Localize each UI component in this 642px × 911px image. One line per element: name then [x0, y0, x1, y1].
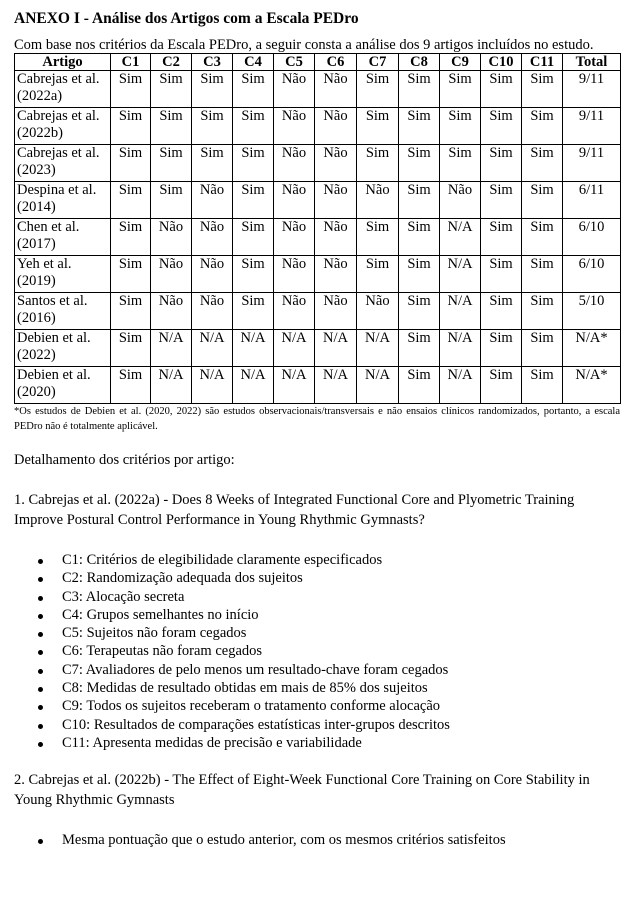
criterion-cell: Não — [274, 256, 315, 293]
criterion-cell: Não — [315, 293, 357, 330]
column-header: C6 — [315, 54, 357, 71]
criterion-cell: Não — [274, 145, 315, 182]
criterion-cell: Sim — [111, 367, 151, 404]
column-header: C7 — [357, 54, 399, 71]
article-2-criteria-list — [14, 831, 624, 849]
criterion-cell: Sim — [399, 71, 440, 108]
criterion-cell: N/A — [315, 330, 357, 367]
criterion-cell: Não — [151, 219, 192, 256]
criterion-cell: Sim — [399, 219, 440, 256]
criterion-cell: Sim — [522, 145, 563, 182]
list-item — [14, 551, 624, 569]
list-item-text: Mesma pontuação que o estudo anterior, com os mesmos critérios satisfeitos — [62, 832, 506, 849]
criterion-cell: Não — [440, 182, 481, 219]
criterion-cell: Sim — [151, 108, 192, 145]
criterion-cell: Sim — [233, 256, 274, 293]
criterion-cell: Sim — [151, 71, 192, 108]
bullet-icon — [38, 577, 43, 582]
article-1-heading: 1. Cabrejas et al. (2022a) - Does 8 Weeks of Integrated Functional Core and Plyometric Training Improve Postural Control Performance in Young Rhythmic Gymnasts? — [14, 492, 575, 528]
criterion-cell: Sim — [399, 330, 440, 367]
criterion-cell: Sim — [357, 256, 399, 293]
table-row — [15, 145, 621, 182]
bullet-icon — [38, 650, 43, 655]
criterion-cell: N/A — [357, 367, 399, 404]
criterion-cell: N/A — [233, 367, 274, 404]
criterion-cell: Sim — [481, 330, 522, 367]
criterion-cell: Sim — [522, 219, 563, 256]
column-header: C3 — [192, 54, 233, 71]
criterion-cell: Sim — [522, 330, 563, 367]
column-header: C1 — [111, 54, 151, 71]
table-footnote: *Os estudos de Debien et al. (2020, 2022) são estudos observacionais/transversais e não ensaios clínicos randomizados, portanto, a escala PEDro não é totalmente aplicável. — [14, 406, 620, 432]
criterion-cell: Não — [192, 182, 233, 219]
criterion-cell: Sim — [440, 145, 481, 182]
criterion-cell: Sim — [399, 293, 440, 330]
criterion-cell: Sim — [481, 293, 522, 330]
criterion-cell: Sim — [481, 256, 522, 293]
list-item-text: C11: Apresenta medidas de precisão e variabilidade — [62, 734, 362, 751]
criterion-cell: Não — [357, 182, 399, 219]
article-cell: Santos et al. (2016) — [15, 293, 111, 330]
criterion-cell: N/A — [274, 330, 315, 367]
criterion-cell: Sim — [233, 293, 274, 330]
column-header: C10 — [481, 54, 522, 71]
list-item — [14, 606, 624, 624]
column-header: C5 — [274, 54, 315, 71]
list-item — [14, 831, 624, 849]
criterion-cell: Sim — [522, 182, 563, 219]
criterion-cell: Não — [315, 219, 357, 256]
pedro-table — [14, 53, 621, 404]
bullet-icon — [38, 724, 43, 729]
total-cell: 6/11 — [563, 182, 621, 219]
criterion-cell: Sim — [440, 108, 481, 145]
criterion-cell: Sim — [233, 108, 274, 145]
criterion-cell: Sim — [233, 145, 274, 182]
criterion-cell: N/A — [274, 367, 315, 404]
list-item-text: C8: Medidas de resultado obtidas em mais de 85% dos sujeitos — [62, 680, 428, 697]
list-item — [14, 588, 624, 606]
column-header: Artigo — [15, 54, 111, 71]
list-item-text: C10: Resultados de comparações estatísticas inter-grupos descritos — [62, 716, 450, 733]
table-row — [15, 330, 621, 367]
table-header-row — [15, 54, 621, 71]
criterion-cell: Sim — [192, 145, 233, 182]
criterion-cell: N/A — [440, 256, 481, 293]
criterion-cell: Sim — [233, 219, 274, 256]
article-cell: Debien et al. (2022) — [15, 330, 111, 367]
total-cell: N/A* — [563, 330, 621, 367]
column-header: C11 — [522, 54, 563, 71]
criterion-cell: Sim — [357, 145, 399, 182]
criterion-cell: N/A — [192, 330, 233, 367]
article-cell: Yeh et al. (2019) — [15, 256, 111, 293]
criterion-cell: Sim — [440, 71, 481, 108]
criterion-cell: Não — [274, 293, 315, 330]
criterion-cell: N/A — [151, 367, 192, 404]
criterion-cell: Sim — [357, 219, 399, 256]
bullet-icon — [38, 559, 43, 564]
list-item-text: C4: Grupos semelhantes no início — [62, 606, 259, 623]
list-item-text: C2: Randomização adequada dos sujeitos — [62, 570, 303, 587]
article-cell: Despina et al. (2014) — [15, 182, 111, 219]
article-2-heading: 2. Cabrejas et al. (2022b) - The Effect of Eight-Week Functional Core Training on Core Stability in Young Rhythmic Gymnasts — [14, 772, 590, 809]
criterion-cell: Sim — [399, 108, 440, 145]
criterion-cell: N/A — [192, 367, 233, 404]
total-cell: 9/11 — [563, 145, 621, 182]
criterion-cell: Não — [192, 256, 233, 293]
list-item — [14, 624, 624, 642]
article-cell: Cabrejas et al. (2023) — [15, 145, 111, 182]
criterion-cell: Sim — [522, 367, 563, 404]
list-item — [14, 697, 624, 715]
criterion-cell: Sim — [233, 71, 274, 108]
criterion-cell: Sim — [522, 293, 563, 330]
table-row — [15, 256, 621, 293]
article-cell: Cabrejas et al. (2022a) — [15, 71, 111, 108]
criterion-cell: Sim — [357, 108, 399, 145]
article-cell: Cabrejas et al. (2022b) — [15, 108, 111, 145]
criterion-cell: N/A — [315, 367, 357, 404]
bullet-icon — [38, 687, 43, 692]
criterion-cell: Sim — [481, 108, 522, 145]
criterion-cell: Sim — [111, 71, 151, 108]
table-row — [15, 367, 621, 404]
table-row — [15, 71, 621, 108]
criterion-cell: Não — [315, 108, 357, 145]
list-item-text: C9: Todos os sujeitos receberam o tratamento conforme alocação — [62, 698, 441, 715]
criterion-cell: Sim — [111, 108, 151, 145]
criterion-cell: Sim — [111, 182, 151, 219]
bullet-icon — [38, 614, 43, 619]
detail-heading: Detalhamento dos critérios por artigo: — [14, 452, 235, 468]
criterion-cell: Sim — [399, 367, 440, 404]
total-cell: 6/10 — [563, 219, 621, 256]
document-title: ANEXO I - Análise dos Artigos com a Escala PEDro — [14, 10, 359, 27]
document-page — [14, 9, 624, 850]
criterion-cell: N/A — [151, 330, 192, 367]
criterion-cell: Sim — [481, 71, 522, 108]
criterion-cell: Sim — [111, 145, 151, 182]
criterion-cell: Sim — [111, 293, 151, 330]
criterion-cell: N/A — [233, 330, 274, 367]
criterion-cell: Sim — [481, 145, 522, 182]
article-cell: Chen et al. (2017) — [15, 219, 111, 256]
criterion-cell: N/A — [440, 219, 481, 256]
criterion-cell: N/A — [440, 330, 481, 367]
criterion-cell: Sim — [481, 219, 522, 256]
list-item-text: C6: Terapeutas não foram cegados — [62, 643, 263, 660]
criterion-cell: N/A — [440, 367, 481, 404]
criterion-cell: Sim — [399, 256, 440, 293]
list-item — [14, 661, 624, 679]
list-item-text: C3: Alocação secreta — [62, 588, 185, 605]
criterion-cell: Não — [357, 293, 399, 330]
criterion-cell: Sim — [481, 182, 522, 219]
criterion-cell: Não — [274, 219, 315, 256]
criterion-cell: Não — [151, 256, 192, 293]
column-header: C9 — [440, 54, 481, 71]
total-cell: N/A* — [563, 367, 621, 404]
criterion-cell: Sim — [192, 108, 233, 145]
criterion-cell: Não — [315, 256, 357, 293]
list-item — [14, 642, 624, 660]
list-item — [14, 569, 624, 587]
list-item — [14, 734, 624, 752]
list-item-text: C1: Critérios de elegibilidade claramente especificados — [62, 552, 383, 568]
criterion-cell: Não — [274, 108, 315, 145]
article-cell: Debien et al. (2020) — [15, 367, 111, 404]
criterion-cell: Sim — [233, 182, 274, 219]
criterion-cell: Sim — [111, 256, 151, 293]
table-row — [15, 293, 621, 330]
list-item — [14, 679, 624, 697]
total-cell: 9/11 — [563, 108, 621, 145]
criterion-cell: Sim — [151, 182, 192, 219]
bullet-icon — [38, 596, 43, 601]
column-header: C8 — [399, 54, 440, 71]
list-item — [14, 716, 624, 734]
column-header: C4 — [233, 54, 274, 71]
criterion-cell: Sim — [481, 367, 522, 404]
list-item-text: C7: Avaliadores de pelo menos um resultado-chave foram cegados — [62, 661, 449, 678]
table-row — [15, 108, 621, 145]
criterion-cell: Não — [151, 293, 192, 330]
total-cell: 6/10 — [563, 256, 621, 293]
criterion-cell: Não — [315, 145, 357, 182]
table-row — [15, 219, 621, 256]
column-header: C2 — [151, 54, 192, 71]
bullet-icon — [38, 632, 43, 637]
criterion-cell: Não — [274, 182, 315, 219]
intro-paragraph: Com base nos critérios da Escala PEDro, a seguir consta a análise dos 9 artigos incluídos no estudo. — [14, 37, 594, 53]
criterion-cell: Não — [274, 71, 315, 108]
criterion-cell: Não — [315, 71, 357, 108]
criterion-cell: Não — [192, 293, 233, 330]
criterion-cell: Não — [315, 182, 357, 219]
column-header: Total — [563, 54, 621, 71]
article-1-criteria-list — [14, 551, 624, 752]
bullet-icon — [38, 839, 43, 844]
total-cell: 9/11 — [563, 71, 621, 108]
total-cell: 5/10 — [563, 293, 621, 330]
criterion-cell: Sim — [111, 330, 151, 367]
criterion-cell: Sim — [151, 145, 192, 182]
table-body — [15, 71, 621, 404]
bullet-icon — [38, 705, 43, 710]
criterion-cell: Não — [192, 219, 233, 256]
criterion-cell: Sim — [192, 71, 233, 108]
criterion-cell: Sim — [357, 71, 399, 108]
criterion-cell: Sim — [522, 108, 563, 145]
bullet-icon — [38, 742, 43, 747]
criterion-cell: Sim — [522, 256, 563, 293]
bullet-icon — [38, 669, 43, 674]
criterion-cell: N/A — [440, 293, 481, 330]
criterion-cell: Sim — [522, 71, 563, 108]
criterion-cell: Sim — [111, 219, 151, 256]
list-item-text: C5: Sujeitos não foram cegados — [62, 625, 247, 642]
criterion-cell: Sim — [399, 182, 440, 219]
table-row — [15, 182, 621, 219]
criterion-cell: N/A — [357, 330, 399, 367]
criterion-cell: Sim — [399, 145, 440, 182]
